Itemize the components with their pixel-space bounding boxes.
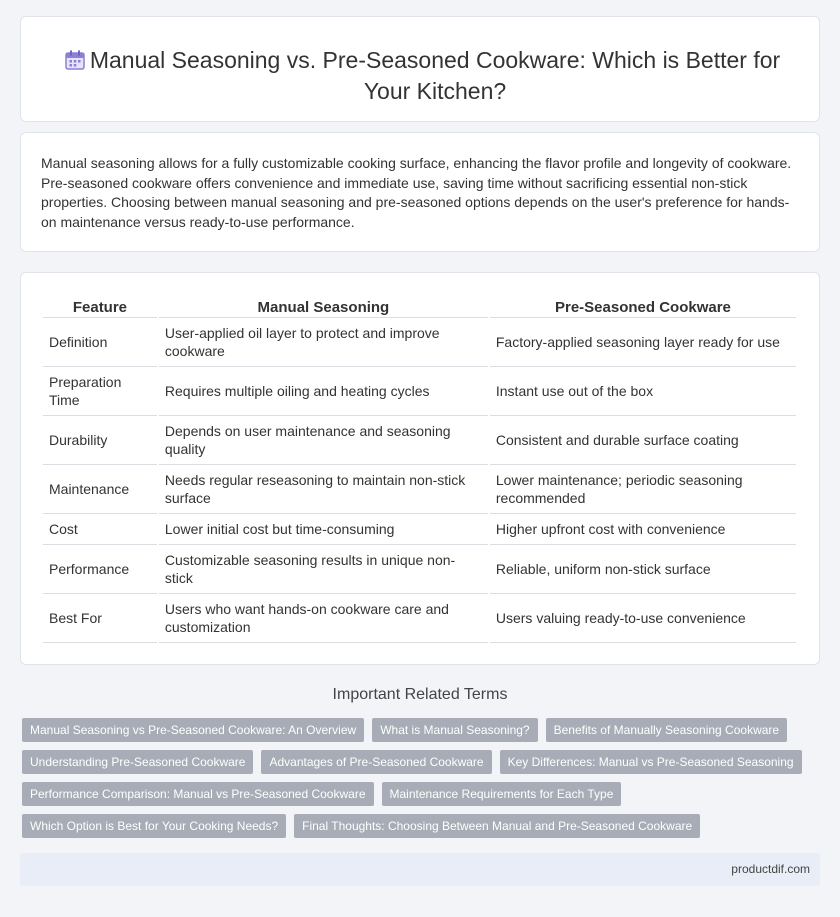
footer (20, 853, 820, 886)
table-header-row (43, 295, 796, 318)
row-manual: Depends on user maintenance and seasoning quality (159, 416, 488, 465)
related-tag[interactable]: What is Manual Seasoning? (372, 718, 537, 742)
header-feature: Feature (43, 295, 157, 318)
row-manual: Customizable seasoning results in unique non-stick (159, 545, 488, 594)
row-feature: Preparation Time (43, 367, 157, 416)
row-preseasoned: Consistent and durable surface coating (490, 416, 796, 465)
intro-card (20, 132, 820, 252)
table-row (43, 416, 796, 465)
comparison-card (20, 272, 820, 665)
related-tag[interactable]: Understanding Pre-Seasoned Cookware (22, 750, 253, 774)
related-terms-heading: Important Related Terms (332, 686, 508, 703)
comparison-table (41, 295, 798, 643)
row-feature: Durability (43, 416, 157, 465)
related-tag[interactable]: Performance Comparison: Manual vs Pre-Seasoned Cookware (22, 782, 374, 806)
title-card (20, 16, 820, 122)
row-preseasoned: Instant use out of the box (490, 367, 796, 416)
row-manual: Needs regular reseasoning to maintain non-stick surface (159, 465, 488, 514)
row-feature: Definition (43, 318, 157, 367)
row-preseasoned: Reliable, uniform non-stick surface (490, 545, 796, 594)
related-terms-tags (22, 718, 812, 838)
table-row (43, 594, 796, 643)
row-preseasoned: Lower maintenance; periodic seasoning recommended (490, 465, 796, 514)
intro-paragraph: Manual seasoning allows for a fully customizable cooking surface, enhancing the flavor profile and longevity of cookware. Pre-seasoned cookware offers convenience and immediate use, saving time without sacrificing essential non-stick properties. Choosing between manual seasoning and pre-seasoned options depends on the user's preference for hands-on maintenance versus ready-to-use performance. (41, 155, 792, 230)
table-row (43, 514, 796, 545)
header-preseasoned: Pre-Seasoned Cookware (490, 295, 796, 318)
row-manual: Lower initial cost but time-consuming (159, 514, 488, 545)
header-manual: Manual Seasoning (159, 295, 488, 318)
related-tag[interactable]: Advantages of Pre-Seasoned Cookware (261, 750, 491, 774)
row-feature: Best For (43, 594, 157, 643)
related-tag[interactable]: Manual Seasoning vs Pre-Seasoned Cookware: An Overview (22, 718, 364, 742)
row-preseasoned: Higher upfront cost with convenience (490, 514, 796, 545)
row-feature: Cost (43, 514, 157, 545)
related-tag[interactable]: Key Differences: Manual vs Pre-Seasoned Seasoning (500, 750, 802, 774)
table-row (43, 465, 796, 514)
row-manual: User-applied oil layer to protect and improve cookware (159, 318, 488, 367)
table-row (43, 318, 796, 367)
row-preseasoned: Factory-applied seasoning layer ready for use (490, 318, 796, 367)
table-row (43, 367, 796, 416)
row-feature: Maintenance (43, 465, 157, 514)
footer-site[interactable]: productdif.com (731, 862, 810, 876)
table-row (43, 545, 796, 594)
related-tag[interactable]: Final Thoughts: Choosing Between Manual and Pre-Seasoned Cookware (294, 814, 700, 838)
related-tag[interactable]: Benefits of Manually Seasoning Cookware (546, 718, 787, 742)
row-preseasoned: Users valuing ready-to-use convenience (490, 594, 796, 643)
row-manual: Users who want hands-on cookware care and customization (159, 594, 488, 643)
related-tag[interactable]: Maintenance Requirements for Each Type (382, 782, 622, 806)
row-manual: Requires multiple oiling and heating cycles (159, 367, 488, 416)
related-tag[interactable]: Which Option is Best for Your Cooking Needs? (22, 814, 286, 838)
page-title: Manual Seasoning vs. Pre-Seasoned Cookware: Which is Better for Your Kitchen? (89, 47, 781, 104)
row-feature: Performance (43, 545, 157, 594)
